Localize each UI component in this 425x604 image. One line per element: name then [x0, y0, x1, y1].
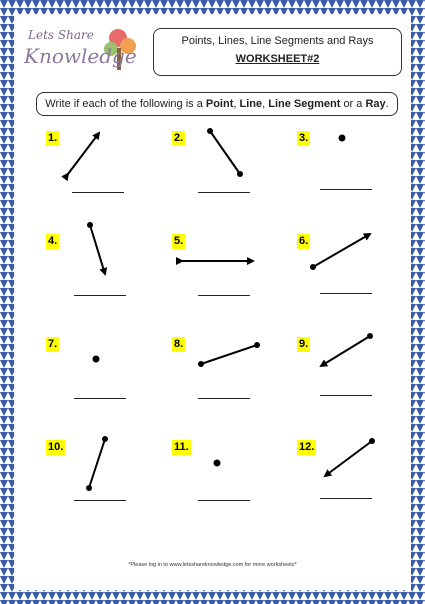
geometry-figures — [14, 14, 411, 590]
question-number: 11. — [174, 441, 189, 453]
question-number: 4. — [48, 235, 58, 247]
footer-note: *Please log in to www.letsshareknowledge.com for more worksheets* — [128, 562, 297, 568]
instruction-term-point: Point — [205, 98, 234, 110]
worksheet-content — [14, 14, 411, 590]
instruction-term-line: Line — [239, 98, 263, 110]
instruction-prefix: Write if each of the following is a — [45, 98, 203, 110]
figure-ray — [313, 234, 370, 267]
worksheet-number: WORKSHEET#2 — [235, 53, 320, 65]
instruction-term-ray: Ray — [365, 98, 386, 110]
figure-ray — [321, 336, 370, 366]
question-number: 5. — [174, 235, 184, 247]
question-number: 12. — [299, 441, 315, 453]
figure-endpoint — [198, 361, 204, 367]
figure-endpoint — [369, 438, 375, 444]
logo-line1: Lets Share — [28, 28, 94, 42]
question-number: 1. — [48, 132, 58, 144]
figure-endpoint — [254, 342, 260, 348]
question-number: 6. — [299, 235, 309, 247]
figure-endpoint — [310, 264, 316, 270]
figure-point — [93, 356, 100, 363]
instruction-term-segment: Line Segment — [268, 98, 341, 110]
worksheet-title: Points, Lines, Line Segments and Rays — [181, 35, 374, 47]
figure-endpoint — [86, 485, 92, 491]
figure-line — [68, 133, 99, 174]
instruction-suffix: . — [385, 98, 389, 110]
figure-segment — [210, 131, 240, 174]
figure-endpoint — [237, 171, 243, 177]
figure-point — [214, 460, 221, 467]
question-number: 7. — [48, 338, 58, 350]
figure-segment — [201, 345, 257, 364]
figure-point — [339, 135, 346, 142]
figure-ray — [325, 441, 372, 476]
instruction-box: Write if each of the following is a Point, Line, Line Segment or a Ray. — [36, 92, 398, 116]
figure-segment — [89, 439, 105, 488]
figure-ray — [90, 225, 105, 274]
question-number: 2. — [174, 132, 184, 144]
figure-endpoint — [207, 128, 213, 134]
question-number: 8. — [174, 338, 184, 350]
logo-line2: Knowledge — [24, 44, 137, 68]
question-number: 3. — [299, 132, 309, 144]
instruction-connector: or a — [343, 98, 363, 110]
figure-endpoint — [367, 333, 373, 339]
question-number: 10. — [48, 441, 64, 453]
question-number: 9. — [299, 338, 309, 350]
figure-endpoint — [87, 222, 93, 228]
figure-endpoint — [102, 436, 108, 442]
